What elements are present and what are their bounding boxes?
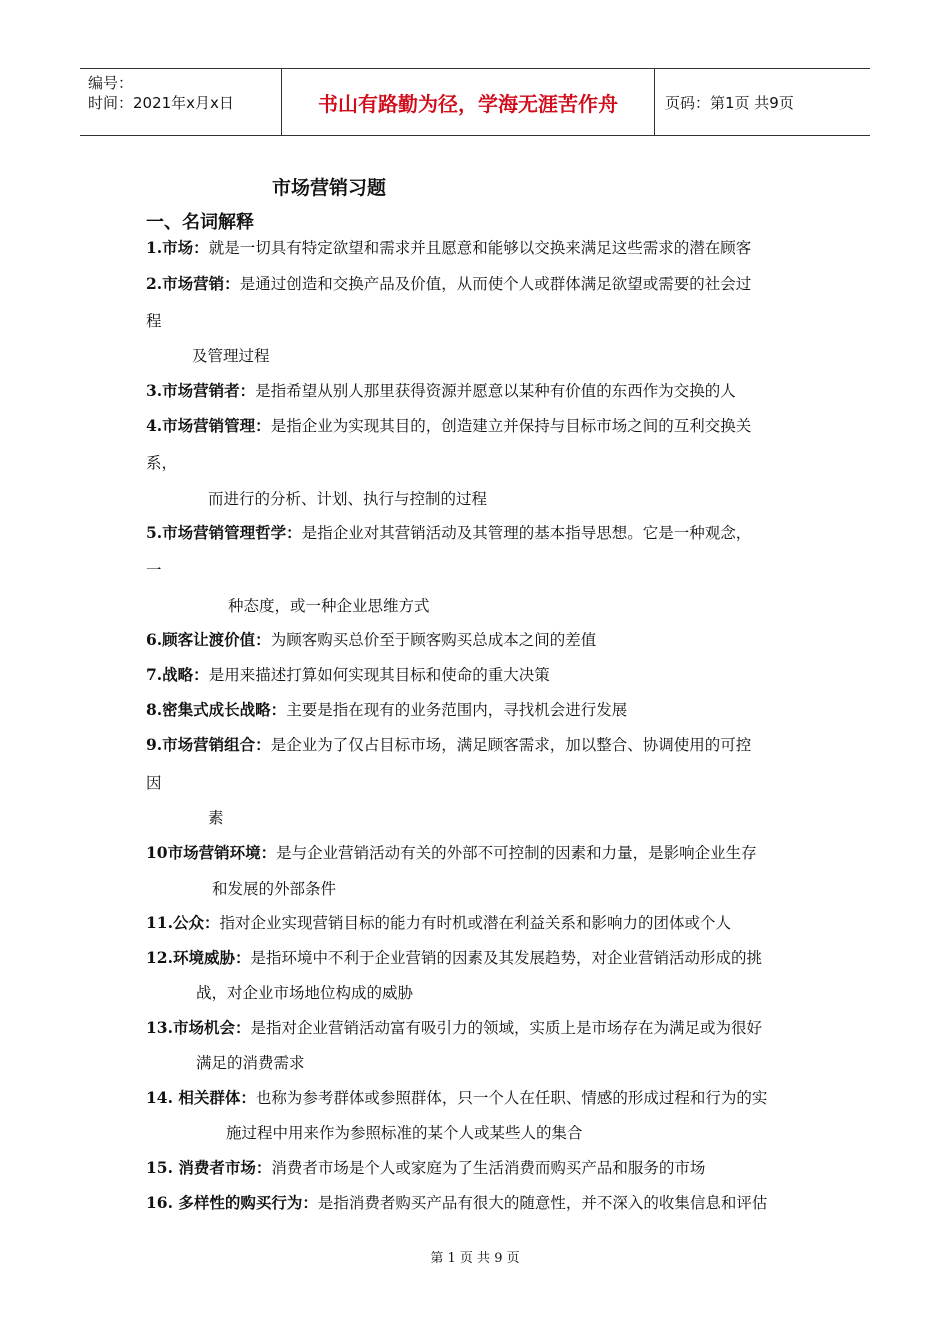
definition-line <box>196 1051 305 1073</box>
definition-term: 3.市场营销者： <box>146 381 256 400</box>
definition-text: 是指企业为实现其目的，创造建立并保持与目标市场之间的互利交换关 <box>270 417 752 435</box>
definition-text: 是通过创造和交换产品及价值，从而使个人或群体满足欲望或需要的社会过 <box>239 275 752 293</box>
definition-text: 为顾客购买总价至于顾客购买总成本之间的差值 <box>270 631 597 649</box>
definition-text: 及管理过程 <box>192 347 270 365</box>
definition-text: 战，对企业市场地位构成的威胁 <box>196 984 414 1002</box>
header-meta <box>80 69 282 135</box>
definition-line <box>146 771 162 793</box>
definition-line <box>146 1156 705 1178</box>
header-motto: 书山有路勤为径，学海无涯苦作舟 <box>282 69 655 135</box>
document-date: 时间：2021年x月x日 <box>88 94 234 112</box>
header-page-info: 页码：第1页 共9页 <box>665 93 794 112</box>
page-title: 市场营销习题 <box>272 177 387 199</box>
definition-term: 12.环境威胁： <box>146 948 251 967</box>
definition-line <box>146 1016 762 1038</box>
definition-line <box>146 1086 767 1108</box>
definition-text: 是用来描述打算如何实现其目标和使命的重大决策 <box>208 666 550 684</box>
definition-text: 主要是指在现有的业务范围内，寻找机会进行发展 <box>286 701 628 719</box>
definition-line <box>146 236 751 258</box>
page-footer: 第 1 页 共 9 页 <box>430 1251 520 1266</box>
definition-line <box>146 1191 767 1213</box>
definition-term: 2.市场营销： <box>146 274 240 293</box>
definition-line <box>192 344 270 366</box>
definition-text: 就是一切具有特定欲望和需求并且愿意和能够以交换来满足这些需求的潜在顾客 <box>208 239 752 257</box>
definition-text: 系， <box>146 454 178 472</box>
definition-line <box>212 877 336 899</box>
definition-text: 素 <box>208 809 224 827</box>
definition-text: 消费者市场是个人或家庭为了生活消费而购买产品和服务的市场 <box>271 1159 706 1177</box>
definition-term: 11.公众： <box>146 913 220 932</box>
definition-term: 13.市场机会： <box>146 1018 251 1037</box>
definition-text: 因 <box>146 774 162 792</box>
definition-line <box>208 487 487 509</box>
definition-line <box>146 521 751 543</box>
definition-line <box>146 841 757 863</box>
definition-term: 6.顾客让渡价值： <box>146 630 271 649</box>
definition-term: 15. 消费者市场： <box>146 1158 272 1177</box>
section-heading: 一、名词解释 <box>146 212 254 233</box>
definition-term: 14. 相关群体： <box>146 1088 256 1107</box>
definition-term: 16. 多样性的购买行为： <box>146 1193 318 1212</box>
definition-text: 和发展的外部条件 <box>212 880 337 898</box>
definition-term: 8.密集式成长战略： <box>146 700 287 719</box>
definition-line <box>146 946 762 968</box>
definition-term: 4.市场营销管理： <box>146 416 271 435</box>
definition-text: 是与企业营销活动有关的外部不可控制的因素和力量，是影响企业生存 <box>276 844 757 862</box>
definition-line <box>146 663 550 685</box>
definition-term: 5.市场营销管理哲学： <box>146 523 302 542</box>
definition-line <box>146 309 162 331</box>
definition-term: 10市场营销环境： <box>146 843 277 862</box>
definition-text: 也称为参考群体或参照群体，只一个人在任职、情感的形成过程和行为的实 <box>255 1089 768 1107</box>
definition-text: 是指消费者购买产品有很大的随意性，并不深入的收集信息和评估 <box>317 1194 768 1212</box>
definition-line <box>146 733 751 755</box>
definition-text: 程 <box>146 312 162 330</box>
definition-text: 是指企业对其营销活动及其管理的基本指导思想。它是一种观念， <box>301 524 752 542</box>
document-header <box>80 68 870 136</box>
definition-text: 种态度，或一种企业思维方式 <box>228 597 430 615</box>
definition-text: 是企业为了仅占目标市场，满足顾客需求，加以整合、协调使用的可控 <box>270 736 752 754</box>
definition-text: 一 <box>146 561 162 579</box>
definition-line <box>146 379 736 401</box>
definition-term: 7.战略： <box>146 665 209 684</box>
definition-text: 指对企业实现营销目标的能力有时机或潜在利益关系和影响力的团体或个人 <box>219 914 731 932</box>
definition-text: 是指环境中不利于企业营销的因素及其发展趋势，对企业营销活动形成的挑 <box>250 949 762 967</box>
definition-line <box>146 698 627 720</box>
definition-line <box>196 981 413 1003</box>
definition-line <box>146 558 162 580</box>
definition-line <box>228 594 430 616</box>
definition-line <box>226 1121 583 1143</box>
definition-text: 是指希望从别人那里获得资源并愿意以某种有价值的东西作为交换的人 <box>255 382 736 400</box>
definition-line <box>146 414 751 436</box>
definition-text: 施过程中用来作为参照标准的某个人或某些人的集合 <box>226 1124 583 1142</box>
definition-term: 1.市场： <box>146 238 209 257</box>
definition-term: 9.市场营销组合： <box>146 735 271 754</box>
definition-line <box>208 806 224 828</box>
definition-text: 是指对企业营销活动富有吸引力的领域，实质上是市场存在为满足或为很好 <box>250 1019 762 1037</box>
document-number: 编号： <box>88 74 134 92</box>
definition-line <box>146 628 596 650</box>
definition-text: 满足的消费需求 <box>196 1054 305 1072</box>
definition-line <box>146 451 177 473</box>
definition-line <box>146 911 731 933</box>
definition-line <box>146 272 751 294</box>
definition-text: 而进行的分析、计划、执行与控制的过程 <box>208 490 488 508</box>
